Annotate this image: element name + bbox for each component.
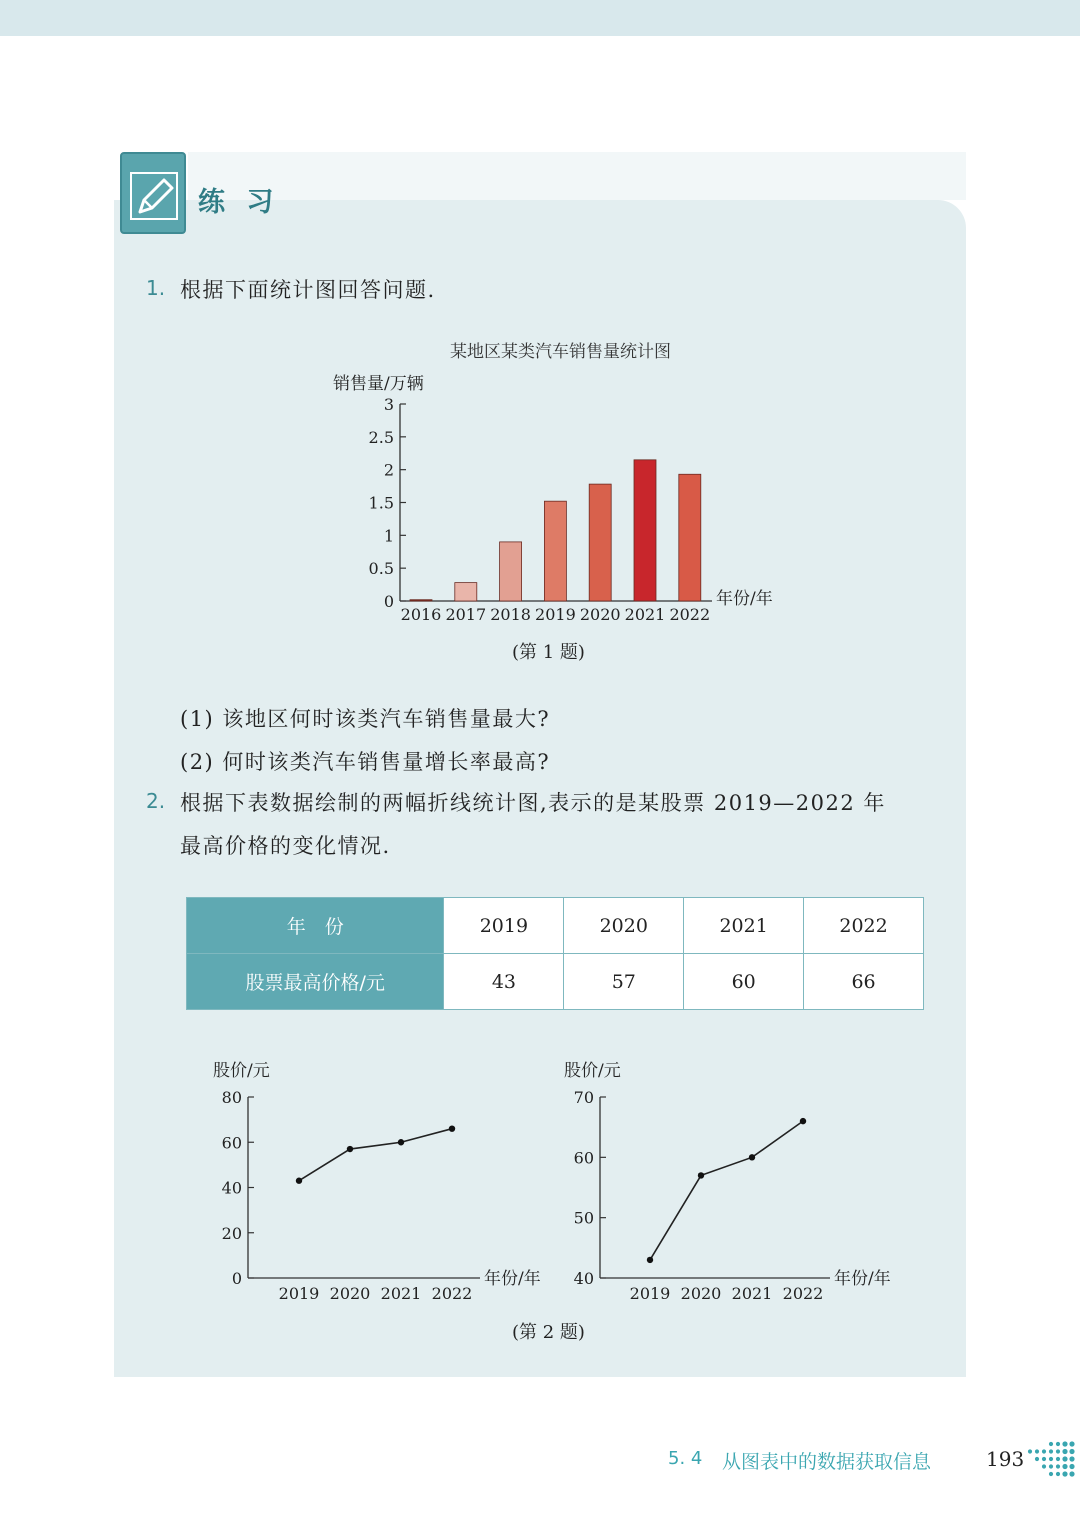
x-tick-label: 2017 (445, 605, 487, 624)
x-tick-label: 2019 (629, 1284, 671, 1303)
ornament-dot (1062, 1471, 1067, 1476)
ornament-dot (1056, 1464, 1060, 1468)
ornament-dot (1062, 1464, 1067, 1469)
ornament-dot (1049, 1472, 1053, 1476)
x-tick-label: 2022 (782, 1284, 824, 1303)
ornament-dot (1069, 1471, 1074, 1476)
table-header-price: 股票最高价格/元 (187, 954, 444, 1010)
y-tick-label: 0.5 (368, 559, 394, 579)
bar-chart (320, 370, 800, 624)
y-tick-label: 3 (383, 395, 394, 414)
price-table (186, 897, 924, 1010)
y-tick-label: 2 (383, 460, 394, 480)
y-tick-label: 50 (573, 1208, 594, 1228)
ornament-dot (1049, 1442, 1053, 1446)
y-tick-label: 20 (221, 1223, 242, 1243)
ornament-dot (1069, 1441, 1074, 1446)
bar-chart-title: 某地区某类汽车销售量统计图 (450, 342, 671, 362)
y-tick-label: 0 (231, 1269, 242, 1288)
bar (455, 583, 477, 601)
question-2-line-2: 最高价格的变化情况. (180, 834, 391, 858)
table-cell: 2022 (804, 898, 924, 954)
ornament-dot (1062, 1456, 1067, 1461)
ornament-dot (1049, 1457, 1053, 1461)
figure-2-caption: (第 2 题) (512, 1322, 585, 1343)
ornament-dot (1062, 1449, 1067, 1454)
footer-section-number: 5. 4 (668, 1448, 703, 1469)
x-tick-label: 2020 (329, 1284, 371, 1303)
bar (589, 484, 611, 601)
bar (544, 501, 566, 601)
ornament-dot (1028, 1449, 1032, 1453)
y-tick-label: 40 (573, 1269, 594, 1288)
x-tick-label: 2018 (490, 605, 531, 624)
ornament-dot (1056, 1457, 1060, 1461)
bar (634, 460, 656, 601)
table-cell: 66 (804, 954, 924, 1010)
x-tick-label: 2021 (624, 605, 666, 624)
ornament-dot (1035, 1457, 1039, 1461)
question-1-text: 根据下面统计图回答问题. (180, 278, 436, 302)
question-1-sub-1: (1) 该地区何时该类汽车销售量最大? (180, 707, 551, 731)
ornament-dot (1069, 1456, 1074, 1461)
table-cell: 57 (564, 954, 684, 1010)
ornament-dot (1049, 1464, 1053, 1468)
x-axis-label: 年份/年 (484, 1269, 541, 1289)
y-axis-label: 股价/元 (213, 1061, 270, 1081)
table-cell: 60 (684, 954, 804, 1010)
data-point (449, 1125, 455, 1131)
bar (679, 474, 701, 601)
x-tick-label: 2020 (579, 605, 621, 624)
header-strip (188, 152, 966, 200)
y-tick-label: 40 (221, 1178, 242, 1198)
x-tick-label: 2021 (731, 1284, 773, 1303)
y-tick-label: 60 (573, 1148, 594, 1168)
line-chart-2 (555, 1055, 915, 1305)
question-1-sub-2: (2) 何时该类汽车销售量增长率最高? (180, 750, 551, 774)
ornament-dot (1069, 1464, 1074, 1469)
ornament-dot (1049, 1449, 1053, 1453)
table-header-year: 年 份 (187, 898, 444, 954)
ornament-dot (1035, 1449, 1039, 1453)
ornament-dot (1042, 1449, 1046, 1453)
bar (410, 600, 432, 601)
table-row (187, 898, 924, 954)
section-title: 练 习 (198, 187, 280, 218)
x-tick-label: 2016 (400, 605, 442, 624)
table-cell: 2019 (444, 898, 564, 954)
y-tick-label: 2.5 (368, 427, 394, 447)
table-cell: 2021 (684, 898, 804, 954)
exercise-badge (120, 152, 186, 234)
x-tick-label: 2022 (431, 1284, 473, 1303)
bar (500, 542, 522, 601)
x-tick-label: 2021 (380, 1284, 422, 1303)
data-point (296, 1178, 302, 1184)
x-tick-label: 2019 (278, 1284, 320, 1303)
table-row (187, 954, 924, 1010)
table-cell: 43 (444, 954, 564, 1010)
ornament-dot (1056, 1472, 1060, 1476)
y-tick-label: 0 (383, 592, 394, 611)
top-band (0, 0, 1080, 36)
line-chart-1 (200, 1055, 560, 1305)
y-tick-label: 1 (383, 526, 394, 546)
question-2-number: 2. (146, 789, 166, 813)
page-number: 193 (986, 1447, 1025, 1471)
figure-1-caption: (第 1 题) (512, 642, 585, 663)
question-2-line-1: 根据下表数据绘制的两幅折线统计图,表示的是某股票 2019—2022 年 (180, 791, 886, 815)
series-line (650, 1121, 803, 1260)
ornament-dot (1042, 1464, 1046, 1468)
data-point (749, 1154, 755, 1160)
x-axis-label: 年份/年 (834, 1269, 891, 1289)
ornament-dot (1069, 1449, 1074, 1454)
series-line (299, 1129, 452, 1181)
data-point (647, 1257, 653, 1263)
table-cell: 2020 (564, 898, 684, 954)
x-axis-label: 年份/年 (716, 589, 773, 609)
ornament-dot (1062, 1441, 1067, 1446)
x-tick-label: 2022 (669, 605, 711, 624)
pencil-icon (130, 172, 178, 220)
footer-section-title: 从图表中的数据获取信息 (722, 1451, 932, 1473)
dot-grid-ornament (1026, 1440, 1080, 1480)
data-point (698, 1172, 704, 1178)
data-point (347, 1146, 353, 1152)
y-axis-label: 股价/元 (564, 1061, 621, 1081)
data-point (800, 1118, 806, 1124)
y-tick-label: 60 (221, 1133, 242, 1153)
y-tick-label: 80 (221, 1088, 242, 1107)
x-tick-label: 2019 (535, 605, 576, 624)
y-axis-label: 销售量/万辆 (333, 374, 424, 394)
y-tick-label: 70 (573, 1088, 594, 1107)
ornament-dot (1056, 1442, 1060, 1446)
x-tick-label: 2020 (680, 1284, 722, 1303)
y-tick-label: 1.5 (368, 493, 394, 513)
ornament-dot (1056, 1449, 1060, 1453)
data-point (398, 1139, 404, 1145)
question-1-number: 1. (146, 276, 166, 300)
ornament-dot (1042, 1457, 1046, 1461)
